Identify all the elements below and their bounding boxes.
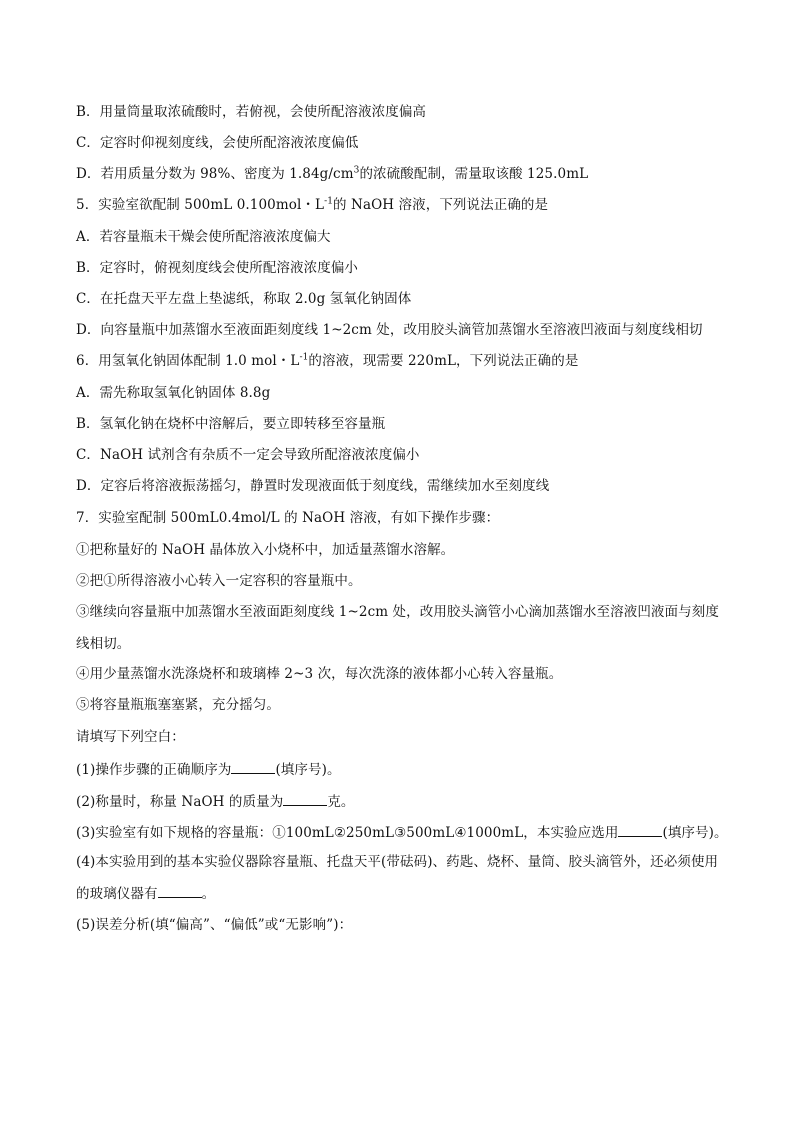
q7-sub-2: [76, 791, 736, 811]
q7-sub-2-text: (2)称量时，称量 NaOH 的质量为: [76, 794, 284, 810]
q6-option-b: B．氢氧化钠在烧杯中溶解后，要立即转移至容量瓶: [76, 416, 386, 432]
answer-blank-3[interactable]: [618, 822, 662, 837]
q7-sub-2-text-end: 克。: [327, 794, 355, 810]
q5-stem-text-end: 的 NaOH 溶液，下列说法正确的是: [333, 197, 549, 213]
q4-option-d-text-end: 的浓硫酸配制，需量取该酸 125.0mL: [359, 166, 589, 182]
q7-sub-3: [76, 822, 736, 842]
q7-step-1: ①把称量好的 NaOH 晶体放入小烧杯中，加适量蒸馏水溶解。: [76, 542, 455, 558]
q6-option-a: A．需先称取氢氧化钠固体 8.8g: [76, 385, 271, 401]
q6-stem-superscript: -1: [299, 352, 309, 363]
q6-option-c: C．NaOH 试剂含有杂质不一定会导致所配溶液浓度偏小: [76, 447, 420, 463]
q4-option-d-text: D．若用质量分数为 98%、密度为 1.84g/cm: [76, 166, 354, 182]
q7-sub-4-text-end: 。: [201, 886, 216, 902]
q7-step-5: ⑤将容量瓶瓶塞塞紧，充分摇匀。: [76, 697, 280, 713]
q7-sub-5: (5)误差分析(填“偏高”、“偏低”或“无影响”)：: [76, 917, 353, 933]
q6-option-d: D．定容后将溶液振荡摇匀，静置时发现液面低于刻度线，需继续加水至刻度线: [76, 478, 550, 494]
q5-option-a: A．若容量瓶未干燥会使所配溶液浓度偏大: [76, 229, 331, 245]
q6-stem-text: 6．用氢氧化钠固体配制 1.0 mol・L: [76, 353, 300, 369]
q7-sub-4-text: (4)本实验用到的基本实验仪器除容量瓶、托盘天平(带砝码)、药匙、烧杯、量筒、胶头滴管外，还必须使用的玻璃仪器有: [76, 854, 719, 902]
q5-option-b: B．定容时，俯视刻度线会使所配溶液浓度偏小: [76, 260, 359, 276]
answer-blank-4[interactable]: [158, 883, 202, 898]
q7-step-3: ③继续向容量瓶中加蒸馏水至液面距刻度线 1~2cm 处，改用胶头滴管小心滴加蒸馏水至溶液凹液面与刻度线相切。: [76, 604, 719, 652]
q4-option-c: C．定容时仰视刻度线，会使所配溶液浓度偏低: [76, 135, 359, 151]
q7-stem: 7．实验室配制 500mL0.4mol/L 的 NaOH 溶液，有如下操作步骤：: [76, 510, 500, 526]
q7-sub-1-text-end: (填序号)。: [275, 762, 341, 778]
q6-stem: [76, 352, 736, 370]
q7-sub-1: [76, 759, 736, 779]
q7-sub-4: [76, 846, 726, 910]
q7-step-4: ④用少量蒸馏水洗涤烧杯和玻璃棒 2~3 次，每次洗涤的液体都小心转入容量瓶。: [76, 666, 563, 682]
q7-fill-prompt: 请填写下列空白：: [76, 729, 185, 745]
q7-sub-1-text: (1)操作步骤的正确顺序为: [76, 762, 232, 778]
q6-stem-text-end: 的溶液，现需要 220mL，下列说法正确的是: [308, 353, 579, 369]
answer-blank-2[interactable]: [283, 791, 327, 806]
q5-option-d: D．向容量瓶中加蒸馏水至液面距刻度线 1~2cm 处，改用胶头滴管加蒸馏水至溶液凹液面与刻度线相切: [76, 322, 703, 338]
q7-sub-3-text-end: (填序号)。: [662, 825, 728, 841]
q5-stem-superscript: -1: [324, 196, 334, 207]
q5-option-c: C．在托盘天平左盘上垫滤纸，称取 2.0g 氢氧化钠固体: [76, 291, 412, 307]
answer-blank-1[interactable]: [231, 759, 275, 774]
q5-stem-text: 5．实验室欲配制 500mL 0.100mol・L: [76, 197, 325, 213]
q7-step-2: ②把①所得溶液小心转入一定容积的容量瓶中。: [76, 573, 362, 589]
q4-option-d: [76, 165, 736, 183]
q7-sub-3-text: (3)实验室有如下规格的容量瓶：①100mL②250mL③500mL④1000mL，本实验应选用: [76, 825, 619, 841]
q4-option-d-superscript: 3: [353, 165, 360, 176]
q5-stem: [76, 196, 736, 214]
q4-option-b: B．用量筒量取浓硫酸时，若俯视，会使所配溶液浓度偏高: [76, 104, 427, 120]
